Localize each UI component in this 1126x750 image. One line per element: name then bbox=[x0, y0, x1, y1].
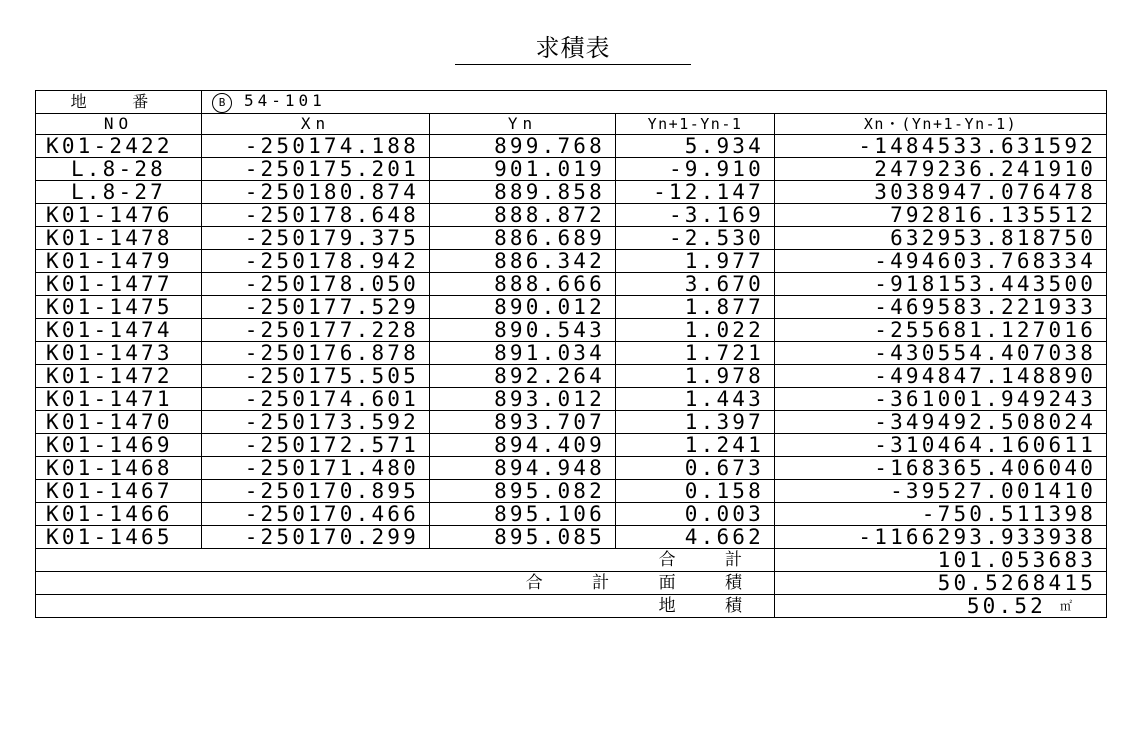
yn-cell: 892.264 bbox=[430, 365, 616, 388]
point-no-cell: K01-1479 bbox=[36, 250, 202, 273]
dy-cell: 1.022 bbox=[616, 319, 775, 342]
dy-cell: -12.147 bbox=[616, 181, 775, 204]
table-row bbox=[36, 434, 1107, 457]
title-block bbox=[455, 28, 691, 63]
product-cell: -255681.127016 bbox=[775, 319, 1107, 342]
dy-cell: 4.662 bbox=[616, 526, 775, 549]
product-cell: -469583.221933 bbox=[775, 296, 1107, 319]
dy-cell: 1.877 bbox=[616, 296, 775, 319]
product-cell: -918153.443500 bbox=[775, 273, 1107, 296]
table-row bbox=[36, 204, 1107, 227]
product-cell: -168365.406040 bbox=[775, 457, 1107, 480]
xn-cell: -250178.648 bbox=[202, 204, 430, 227]
dy-cell: -9.910 bbox=[616, 158, 775, 181]
total-area-row-label: 合 計 面 積 bbox=[36, 572, 775, 595]
dy-cell: 0.158 bbox=[616, 480, 775, 503]
table-row bbox=[36, 319, 1107, 342]
dy-cell: 1.443 bbox=[616, 388, 775, 411]
table-row bbox=[36, 365, 1107, 388]
xn-cell: -250175.505 bbox=[202, 365, 430, 388]
lot-number-row bbox=[36, 91, 1107, 114]
product-cell: 2479236.241910 bbox=[775, 158, 1107, 181]
dy-cell: 1.721 bbox=[616, 342, 775, 365]
area-row-value: 50.52 bbox=[966, 594, 1047, 618]
lot-mark-circled: B bbox=[212, 93, 232, 113]
product-cell: -494847.148890 bbox=[775, 365, 1107, 388]
point-no-cell: K01-1470 bbox=[36, 411, 202, 434]
dy-cell: -3.169 bbox=[616, 204, 775, 227]
sum-row-value-cell bbox=[775, 549, 1107, 572]
product-cell: -1484533.631592 bbox=[775, 135, 1107, 158]
point-no-cell: K01-1472 bbox=[36, 365, 202, 388]
point-no-cell: K01-2422 bbox=[36, 135, 202, 158]
product-cell: -349492.508024 bbox=[775, 411, 1107, 434]
sum-row-value: 101.053683 bbox=[937, 548, 1097, 572]
yn-cell: 894.948 bbox=[430, 457, 616, 480]
yn-cell: 899.768 bbox=[430, 135, 616, 158]
product-cell: -361001.949243 bbox=[775, 388, 1107, 411]
header-product: Xn・(Yn+1-Yn-1) bbox=[775, 114, 1107, 135]
point-no-cell: L.8-28 bbox=[36, 158, 202, 181]
table-row bbox=[36, 503, 1107, 526]
sum-row bbox=[36, 549, 1107, 572]
product-cell: 632953.818750 bbox=[775, 227, 1107, 250]
table-row bbox=[36, 250, 1107, 273]
document-title: 求積表 bbox=[535, 34, 611, 62]
yn-cell: 888.666 bbox=[430, 273, 616, 296]
product-cell: -750.511398 bbox=[775, 503, 1107, 526]
header-xn: Xn bbox=[202, 114, 430, 135]
sum-row-label: 合 計 bbox=[36, 549, 775, 572]
xn-cell: -250177.228 bbox=[202, 319, 430, 342]
point-no-cell: K01-1467 bbox=[36, 480, 202, 503]
xn-cell: -250178.050 bbox=[202, 273, 430, 296]
area-row-value-cell bbox=[775, 595, 1107, 618]
xn-cell: -250170.299 bbox=[202, 526, 430, 549]
table-row bbox=[36, 181, 1107, 204]
xn-cell: -250176.878 bbox=[202, 342, 430, 365]
point-no-cell: K01-1474 bbox=[36, 319, 202, 342]
product-cell: -430554.407038 bbox=[775, 342, 1107, 365]
dy-cell: 0.003 bbox=[616, 503, 775, 526]
xn-cell: -250177.529 bbox=[202, 296, 430, 319]
yn-cell: 893.707 bbox=[430, 411, 616, 434]
lot-number: 54-101 bbox=[244, 91, 326, 110]
point-no-cell: K01-1465 bbox=[36, 526, 202, 549]
yn-cell: 886.342 bbox=[430, 250, 616, 273]
point-no-cell: K01-1477 bbox=[36, 273, 202, 296]
xn-cell: -250170.466 bbox=[202, 503, 430, 526]
dy-cell: 1.977 bbox=[616, 250, 775, 273]
xn-cell: -250170.895 bbox=[202, 480, 430, 503]
lot-label: 地 番 bbox=[36, 91, 202, 114]
table-row bbox=[36, 273, 1107, 296]
xn-cell: -250171.480 bbox=[202, 457, 430, 480]
yn-cell: 890.012 bbox=[430, 296, 616, 319]
product-cell: -1166293.933938 bbox=[775, 526, 1107, 549]
table-row bbox=[36, 457, 1107, 480]
point-no-cell: K01-1473 bbox=[36, 342, 202, 365]
title-underline bbox=[455, 64, 691, 65]
table-row bbox=[36, 135, 1107, 158]
xn-cell: -250178.942 bbox=[202, 250, 430, 273]
table-row bbox=[36, 342, 1107, 365]
header-no: NO bbox=[36, 114, 202, 135]
point-no-cell: K01-1468 bbox=[36, 457, 202, 480]
yn-cell: 895.106 bbox=[430, 503, 616, 526]
table-row bbox=[36, 296, 1107, 319]
yn-cell: 888.872 bbox=[430, 204, 616, 227]
point-no-cell: L.8-27 bbox=[36, 181, 202, 204]
header-yn: Yn bbox=[430, 114, 616, 135]
column-header-row bbox=[36, 114, 1107, 135]
xn-cell: -250175.201 bbox=[202, 158, 430, 181]
point-no-cell: K01-1466 bbox=[36, 503, 202, 526]
table-row bbox=[36, 411, 1107, 434]
dy-cell: 1.241 bbox=[616, 434, 775, 457]
yn-cell: 901.019 bbox=[430, 158, 616, 181]
xn-cell: -250174.601 bbox=[202, 388, 430, 411]
xn-cell: -250172.571 bbox=[202, 434, 430, 457]
area-row bbox=[36, 595, 1107, 618]
yn-cell: 891.034 bbox=[430, 342, 616, 365]
dy-cell: 3.670 bbox=[616, 273, 775, 296]
point-no-cell: K01-1478 bbox=[36, 227, 202, 250]
yn-cell: 894.409 bbox=[430, 434, 616, 457]
xn-cell: -250174.188 bbox=[202, 135, 430, 158]
dy-cell: 5.934 bbox=[616, 135, 775, 158]
area-unit: ㎡ bbox=[1060, 599, 1073, 613]
dy-cell: -2.530 bbox=[616, 227, 775, 250]
dy-cell: 1.978 bbox=[616, 365, 775, 388]
point-no-cell: K01-1476 bbox=[36, 204, 202, 227]
yn-cell: 890.543 bbox=[430, 319, 616, 342]
dy-cell: 0.673 bbox=[616, 457, 775, 480]
yn-cell: 893.012 bbox=[430, 388, 616, 411]
total-area-row bbox=[36, 572, 1107, 595]
table-row bbox=[36, 480, 1107, 503]
yn-cell: 886.689 bbox=[430, 227, 616, 250]
area-calculation-table bbox=[35, 90, 1107, 618]
point-no-cell: K01-1469 bbox=[36, 434, 202, 457]
table-row bbox=[36, 158, 1107, 181]
xn-cell: -250179.375 bbox=[202, 227, 430, 250]
product-cell: -39527.001410 bbox=[775, 480, 1107, 503]
xn-cell: -250180.874 bbox=[202, 181, 430, 204]
point-no-cell: K01-1475 bbox=[36, 296, 202, 319]
xn-cell: -250173.592 bbox=[202, 411, 430, 434]
yn-cell: 889.858 bbox=[430, 181, 616, 204]
product-cell: 792816.135512 bbox=[775, 204, 1107, 227]
point-no-cell: K01-1471 bbox=[36, 388, 202, 411]
product-cell: -310464.160611 bbox=[775, 434, 1107, 457]
yn-cell: 895.085 bbox=[430, 526, 616, 549]
table-row bbox=[36, 227, 1107, 250]
table-row bbox=[36, 526, 1107, 549]
yn-cell: 895.082 bbox=[430, 480, 616, 503]
product-cell: -494603.768334 bbox=[775, 250, 1107, 273]
product-cell: 3038947.076478 bbox=[775, 181, 1107, 204]
dy-cell: 1.397 bbox=[616, 411, 775, 434]
table-row bbox=[36, 388, 1107, 411]
lot-value bbox=[202, 91, 1107, 114]
total-area-row-value-cell bbox=[775, 572, 1107, 595]
table-body bbox=[36, 91, 1107, 618]
header-dy: Yn+1-Yn-1 bbox=[616, 114, 775, 135]
area-row-label: 地 積 bbox=[36, 595, 775, 618]
total-area-row-value: 50.5268415 bbox=[937, 571, 1097, 595]
